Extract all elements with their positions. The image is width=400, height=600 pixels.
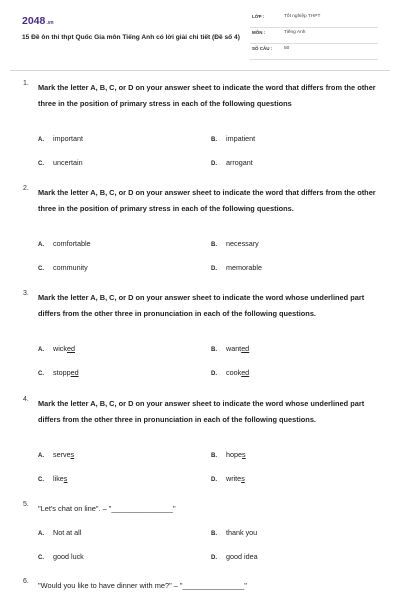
logo-suffix: .vn xyxy=(46,20,54,26)
meta-value: Tốt nghiệp THPT xyxy=(284,14,321,19)
question-text: "Let's chat on line". – "_______________" xyxy=(38,504,176,513)
option-b[interactable]: B. impatient xyxy=(211,134,256,143)
meta-row-class xyxy=(250,11,378,28)
question-text: Mark the letter A, B, C, or D on your answer sheet to indicate the word whose underlined part differs from the other three in pronunciation in each of the following questions. xyxy=(38,399,365,424)
option-d[interactable]: D. cooked xyxy=(211,368,250,377)
option-b[interactable]: B. hopes xyxy=(211,450,246,459)
option-d[interactable]: D. good idea xyxy=(211,552,258,561)
option-a[interactable]: A. comfortable xyxy=(38,239,91,248)
document-header xyxy=(0,0,400,70)
option-a[interactable]: A. important xyxy=(38,134,83,143)
question-number: 3. xyxy=(23,290,29,297)
question-text: Mark the letter A, B, C, or D on your answer sheet to indicate the word whose underlined part differs from the other three in pronunciation in each of the following questions. xyxy=(38,293,365,318)
meta-row-count xyxy=(250,43,378,60)
option-d[interactable]: D. writes xyxy=(211,474,245,483)
question-number: 4. xyxy=(23,396,29,403)
option-a[interactable]: A. wicked xyxy=(38,344,75,353)
question-text: Mark the letter A, B, C, or D on your answer sheet to indicate the word that differs from the other three in the position of primary stress in each of the following questions xyxy=(38,83,376,108)
option-a[interactable]: A. serves xyxy=(38,450,75,459)
option-d[interactable]: D. memorable xyxy=(211,263,262,272)
header-divider xyxy=(10,70,390,71)
option-a[interactable]: A. Not at all xyxy=(38,528,82,537)
meta-row-subject xyxy=(250,27,378,44)
question-text: Mark the letter A, B, C, or D on your answer sheet to indicate the word that differs from the other three in the position of primary stress in each of the following questions. xyxy=(38,188,376,213)
option-c[interactable]: C. stopped xyxy=(38,368,79,377)
option-c[interactable]: C. uncertain xyxy=(38,158,83,167)
question-number: 5. xyxy=(23,501,29,508)
option-b[interactable]: B. wanted xyxy=(211,344,250,353)
question-text: "Would you like to have dinner with me?" – "_______________" xyxy=(38,581,247,590)
question-number: 2. xyxy=(23,185,29,192)
meta-label: LỚP : xyxy=(252,14,265,19)
meta-label: SỐ CÂU : xyxy=(252,46,273,51)
option-c[interactable]: C. likes xyxy=(38,474,68,483)
option-b[interactable]: B. necessary xyxy=(211,239,259,248)
option-b[interactable]: B. thank you xyxy=(211,528,258,537)
site-logo[interactable] xyxy=(22,15,54,27)
document-title: 15 Đề ôn thi thpt Quốc Gia môn Tiếng Anh có lời giải chi tiết (Đề số 4) xyxy=(22,34,240,41)
meta-value: Tiếng Anh xyxy=(284,30,306,35)
question-number: 1. xyxy=(23,80,29,87)
meta-value: 50 xyxy=(284,46,290,51)
question-number: 6. xyxy=(23,578,29,585)
logo-text: 2048 xyxy=(22,15,46,27)
option-d[interactable]: D. arrogant xyxy=(211,158,253,167)
meta-label: MÔN : xyxy=(252,30,266,35)
option-c[interactable]: C. good luck xyxy=(38,552,84,561)
option-c[interactable]: C. community xyxy=(38,263,88,272)
